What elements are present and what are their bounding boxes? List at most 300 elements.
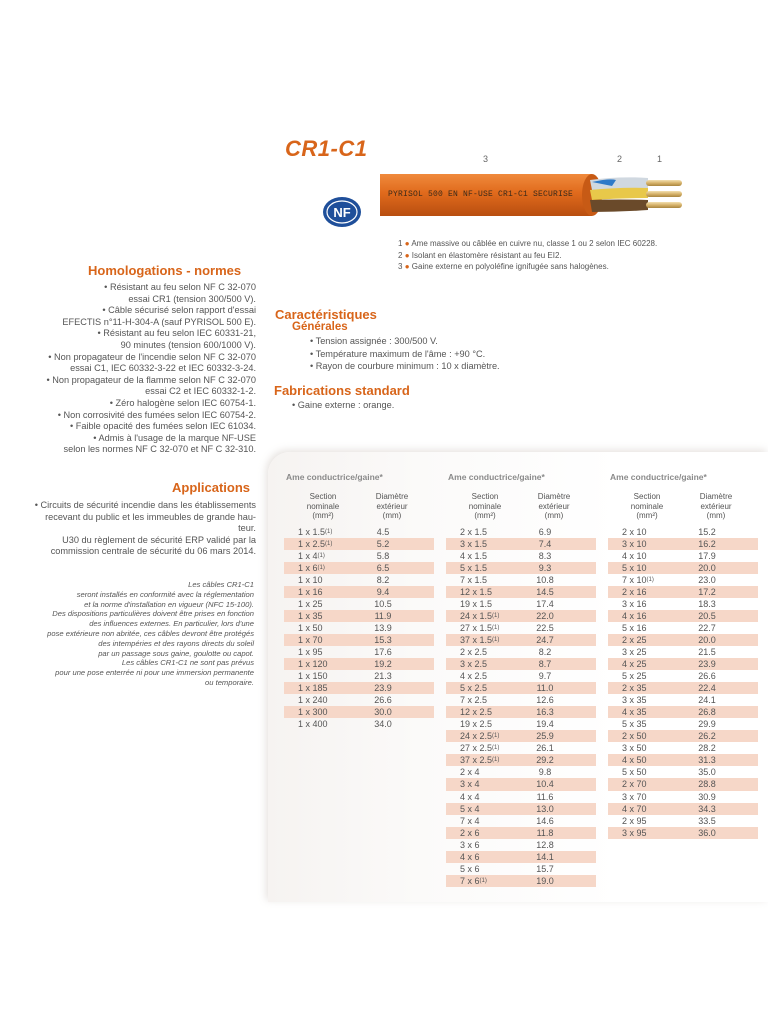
diameter-cell: 21.5: [698, 646, 716, 657]
section-value: 5 x 35: [622, 719, 647, 730]
section-cell: [284, 622, 348, 634]
section-cell: [608, 586, 672, 598]
diameter-cell: 20.0: [698, 634, 716, 645]
product-title: CR1-C1: [285, 136, 368, 161]
section-cell: [608, 610, 672, 622]
note-line: ou temporaire.: [205, 677, 254, 687]
table-row: [284, 694, 434, 706]
section-value: 7 x 10: [622, 574, 647, 585]
diameter-cell: 29.9: [698, 719, 716, 730]
footnote-marker: (1): [317, 564, 325, 571]
diameter-cell: 36.0: [698, 827, 716, 838]
section-value: 4 x 6: [460, 851, 480, 862]
footnote-marker: (1): [492, 745, 500, 752]
homologations-heading: Homologations - normes: [88, 263, 242, 278]
section-cell: [284, 526, 348, 538]
section-cell: [608, 526, 672, 538]
homologation-line: • Faible opacité des fumées selon IEC 61034.: [69, 421, 256, 432]
section-value: 3 x 4: [460, 779, 480, 790]
table-column-headers: [446, 492, 596, 521]
table-row: [608, 670, 758, 682]
diameter-cell: 17.2: [698, 586, 716, 597]
homologation-line: • Résistant au feu selon NF C 32-070: [104, 282, 256, 292]
header-line: Section: [309, 492, 337, 501]
table-row: [608, 634, 758, 646]
nf-logo-text: NF: [333, 205, 351, 220]
diameter-cell: 19.0: [536, 875, 554, 886]
section-value: 2 x 25: [622, 634, 647, 645]
homologation-line: • Admis à l'usage de la marque NF-USE: [93, 432, 256, 443]
section-value: 3 x 35: [622, 695, 647, 706]
diameter-cell: 8.3: [538, 550, 552, 561]
table-row: [446, 610, 596, 622]
section-value: 7 x 6: [460, 875, 480, 886]
section-value: 1 x 95: [298, 646, 323, 657]
section-cell: [446, 815, 510, 827]
table-row: [446, 658, 596, 670]
table-row: [446, 839, 596, 851]
table-row: [608, 682, 758, 694]
section-value: 1 x 4: [298, 550, 318, 561]
footnote-marker: (1): [479, 877, 487, 884]
table-row: [446, 550, 596, 562]
section-value: 2 x 35: [622, 683, 647, 694]
section-cell: [284, 682, 348, 694]
section-value: 37 x 1.5: [460, 634, 493, 645]
diameter-cell: 30.9: [698, 791, 716, 802]
section-cell: [446, 658, 510, 670]
homologation-line: essai CR1 (tension 300/500 V).: [128, 293, 256, 304]
section-value: 7 x 4: [460, 815, 480, 826]
section-value: 27 x 1.5: [460, 622, 493, 633]
footnote-marker: (1): [492, 757, 500, 764]
table-row: [284, 634, 434, 646]
table-row: [608, 622, 758, 634]
installation-note: [14, 580, 254, 688]
diameter-column-header: [362, 492, 422, 521]
section-cell: [446, 863, 510, 875]
section-cell: [608, 574, 672, 586]
table-row: [608, 827, 758, 839]
diameter-cell: 15.2: [698, 526, 716, 537]
section-value: 1 x 16: [298, 586, 323, 597]
section-cell: [608, 550, 672, 562]
diameter-cell: 8.2: [538, 646, 552, 657]
section-column-header: [446, 492, 524, 521]
section-value: 7 x 1.5: [460, 574, 488, 585]
section-value: 4 x 70: [622, 803, 647, 814]
header-line: Diamètre: [537, 492, 571, 501]
section-cell: [284, 634, 348, 646]
section-value: 3 x 2.5: [460, 659, 488, 670]
diameter-cell: 19.4: [536, 719, 554, 730]
diameter-cell: 12.8: [536, 839, 554, 850]
table-row: [608, 791, 758, 803]
table-row: [446, 682, 596, 694]
caracteristiques-subheading: Générales: [292, 321, 348, 333]
header-line: (mm²): [312, 511, 334, 520]
section-value: 24 x 1.5: [460, 610, 493, 621]
fabrications-heading: Fabrications standard: [274, 383, 410, 398]
header-line: nominale: [306, 501, 340, 511]
section-cell: [608, 791, 672, 803]
section-value: 37 x 2.5: [460, 755, 493, 766]
section-cell: [608, 766, 672, 778]
section-cell: [608, 730, 672, 742]
section-cell: [608, 538, 672, 550]
diameter-cell: 11.6: [536, 791, 554, 802]
section-cell: [608, 815, 672, 827]
section-cell: [446, 598, 510, 610]
section-cell: [608, 694, 672, 706]
section-cell: [608, 778, 672, 790]
diameter-cell: 30.0: [374, 707, 392, 718]
section-value: 1 x 150: [298, 671, 328, 682]
diameter-cell: 14.1: [536, 851, 554, 862]
section-value: 24 x 2.5: [460, 731, 493, 742]
diameter-cell: 23.0: [698, 574, 716, 585]
diameter-cell: 26.6: [698, 671, 716, 682]
table-row: [446, 851, 596, 863]
section-value: 4 x 4: [460, 791, 480, 802]
diameter-cell: 18.3: [698, 598, 716, 609]
table-column-headers: [284, 492, 434, 521]
table-row: [446, 598, 596, 610]
section-value: 3 x 50: [622, 743, 647, 754]
header-line: (mm): [706, 511, 726, 520]
note-line: Les câbles CR1-C1: [188, 580, 254, 589]
section-cell: [608, 646, 672, 658]
section-cell: [608, 598, 672, 610]
legend-item: 1 ● Ame massive ou câblée en cuivre nu, classe 1 ou 2 selon IEC 60228.: [398, 239, 658, 248]
section-cell: [284, 550, 348, 562]
section-value: 3 x 1.5: [460, 538, 488, 549]
diameter-cell: 31.3: [698, 755, 716, 766]
homologation-line: 90 minutes (tension 600/1000 V).: [120, 339, 256, 350]
header-line: Diamètre: [375, 492, 409, 501]
diameter-cell: 10.8: [536, 574, 554, 585]
header-line: extérieur: [376, 501, 408, 511]
diameter-cell: 24.1: [698, 695, 716, 706]
section-cell: [446, 718, 510, 730]
diameter-cell: 12.6: [536, 695, 554, 706]
section-value: 1 x 120: [298, 659, 328, 670]
footnote-marker: (1): [492, 636, 500, 643]
section-cell: [446, 646, 510, 658]
diameter-cell: 28.8: [698, 779, 716, 790]
section-cell: [446, 791, 510, 803]
homologation-line: • Non propagateur de la flamme selon NF C 32-070: [46, 374, 256, 385]
application-line: teur.: [238, 523, 256, 534]
section-value: 5 x 10: [622, 562, 647, 573]
section-value: 1 x 10: [298, 574, 323, 585]
diameter-cell: 23.9: [374, 683, 392, 694]
footnote-marker: (1): [492, 612, 500, 619]
section-value: 2 x 1.5: [460, 526, 488, 537]
table-row: [446, 562, 596, 574]
diameter-cell: 26.2: [698, 731, 716, 742]
header-line: Diamètre: [699, 492, 733, 501]
section-value: 2 x 50: [622, 731, 647, 742]
section-cell: [284, 586, 348, 598]
nf-logo-icon: [322, 196, 362, 228]
header-line: (mm): [382, 511, 402, 520]
section-value: 2 x 4: [460, 767, 480, 778]
diameter-cell: 28.2: [698, 743, 716, 754]
section-value: 2 x 70: [622, 779, 647, 790]
table-row: [284, 670, 434, 682]
table-row: [608, 538, 758, 550]
section-cell: [446, 754, 510, 766]
application-line: U30 du règlement de sécurité ERP validé par la: [62, 534, 256, 545]
table-row: [608, 754, 758, 766]
table-title: Ame conductrice/gaine*: [286, 472, 383, 482]
applications-text: [14, 500, 256, 558]
diameter-cell: 20.5: [698, 610, 716, 621]
legend-item: 3 ● Gaine externe en polyoléfine ignifugée sans halogènes.: [398, 262, 609, 271]
homologation-line: essai C2 et IEC 60332-1-2.: [145, 386, 256, 397]
section-value: 1 x 185: [298, 683, 328, 694]
legend-item: 2 ● Isolant en élastomère résistant au feu EI2.: [398, 250, 562, 260]
homologation-line: EFECTIS n°11-H-304-A (sauf PYRISOL 500 E).: [62, 316, 256, 327]
table-row: [446, 526, 596, 538]
section-cell: [608, 803, 672, 815]
section-value: 4 x 35: [622, 707, 647, 718]
section-value: 4 x 16: [622, 610, 647, 621]
table-row: [284, 718, 434, 730]
footnote-marker: (1): [317, 552, 325, 559]
section-value: 2 x 10: [622, 526, 647, 537]
note-line: pose extérieure non abritée, ces câbles devront être protégés: [47, 628, 254, 638]
diameter-cell: 10.5: [374, 598, 392, 609]
table-row: [284, 646, 434, 658]
note-line: Des dispositions particulières doivent être prises en fonction: [52, 609, 254, 619]
table-row: [446, 730, 596, 742]
footnote-marker: (1): [492, 733, 500, 740]
section-value: 2 x 16: [622, 586, 647, 597]
diameter-cell: 16.2: [698, 538, 716, 549]
table-row: [608, 815, 758, 827]
table-row: [446, 634, 596, 646]
section-column-header: [608, 492, 686, 521]
application-line: • Circuits de sécurité incendie dans les établissements: [34, 500, 256, 510]
diameter-cell: 29.2: [536, 755, 554, 766]
caracteristique-item: • Rayon de courbure minimum : 10 x diamètre.: [310, 361, 500, 371]
table-row: [446, 766, 596, 778]
table-row: [446, 875, 596, 887]
table-row: [446, 803, 596, 815]
component-legend: [398, 238, 657, 273]
diameter-cell: 9.4: [376, 586, 390, 597]
fabrications-list: [292, 399, 394, 411]
section-cell: [284, 598, 348, 610]
section-value: 1 x 25: [298, 598, 323, 609]
section-cell: [446, 670, 510, 682]
diameter-cell: 22.0: [536, 610, 554, 621]
diameter-cell: 17.6: [374, 646, 392, 657]
diameter-cell: 5.2: [376, 538, 390, 549]
table-row: [608, 766, 758, 778]
table-row: [446, 646, 596, 658]
section-cell: [446, 827, 510, 839]
table-row: [446, 827, 596, 839]
section-value: 12 x 1.5: [460, 586, 493, 597]
section-cell: [446, 586, 510, 598]
table-row: [446, 718, 596, 730]
cable-illustration: [380, 168, 690, 240]
diameter-cell: 22.5: [536, 622, 554, 633]
section-cell: [608, 634, 672, 646]
section-cell: [284, 538, 348, 550]
diameter-cell: 14.6: [536, 815, 554, 826]
table-row: [608, 730, 758, 742]
section-value: 12 x 2.5: [460, 707, 493, 718]
section-cell: [446, 766, 510, 778]
homologation-line: • Câble sécurisé selon rapport d'essai: [102, 305, 256, 316]
applications-heading: Applications: [172, 480, 251, 495]
table-row: [608, 778, 758, 790]
table-row: [608, 550, 758, 562]
section-cell: [284, 706, 348, 718]
diameter-cell: 26.6: [374, 695, 392, 706]
section-column-header: [284, 492, 362, 521]
section-value: 1 x 50: [298, 622, 323, 633]
table-row: [608, 694, 758, 706]
section-value: 5 x 6: [460, 863, 480, 874]
table-row: [446, 670, 596, 682]
table-row: [446, 754, 596, 766]
section-cell: [284, 562, 348, 574]
section-value: 1 x 6: [298, 562, 318, 573]
table-row: [608, 742, 758, 754]
diameter-cell: 22.4: [698, 683, 716, 694]
table-column-headers: [608, 492, 758, 521]
diameter-cell: 20.0: [698, 562, 716, 573]
table-row: [284, 526, 434, 538]
homologation-line: essai C1, IEC 60332-3-22 et IEC 60332-3-24.: [70, 363, 256, 374]
section-value: 1 x 2.5: [298, 538, 326, 549]
caracteristiques-list: [310, 335, 500, 373]
diameter-cell: 25.9: [536, 731, 554, 742]
section-cell: [446, 839, 510, 851]
callout-2: 2: [617, 154, 623, 164]
note-line: Les câbles CR1-C1 ne sont pas prévus: [121, 658, 254, 668]
header-line: extérieur: [538, 501, 570, 511]
diameter-cell: 11.8: [536, 827, 554, 838]
section-value: 1 x 1.5: [298, 526, 326, 537]
section-value: 19 x 2.5: [460, 719, 493, 730]
table-row: [446, 538, 596, 550]
diameter-cell: 7.4: [538, 538, 552, 549]
table-row: [608, 562, 758, 574]
table-row: [608, 610, 758, 622]
header-line: extérieur: [700, 501, 732, 511]
section-cell: [284, 574, 348, 586]
diameter-cell: 9.8: [538, 767, 552, 778]
header-line: (mm): [544, 511, 564, 520]
table-row: [284, 574, 434, 586]
section-value: 7 x 2.5: [460, 695, 488, 706]
header-line: Section: [471, 492, 499, 501]
diameter-cell: 33.5: [698, 815, 716, 826]
section-cell: [608, 827, 672, 839]
section-cell: [608, 742, 672, 754]
table-row: [284, 682, 434, 694]
table-row: [608, 718, 758, 730]
section-cell: [608, 562, 672, 574]
table-row: [284, 586, 434, 598]
section-value: 5 x 50: [622, 767, 647, 778]
section-cell: [284, 646, 348, 658]
homologation-line: • Non corrosivité des fumées selon IEC 60754-2.: [57, 409, 256, 420]
table-row: [446, 622, 596, 634]
note-line: des influences externes. En particulier, lors d'une: [89, 619, 254, 629]
diameter-cell: 24.7: [536, 634, 554, 645]
section-cell: [608, 622, 672, 634]
section-cell: [284, 670, 348, 682]
table-row: [446, 791, 596, 803]
header-line: nominale: [468, 501, 502, 511]
section-value: 5 x 16: [622, 622, 647, 633]
dimensions-table: [284, 472, 434, 730]
section-value: 4 x 2.5: [460, 671, 488, 682]
table-row: [608, 658, 758, 670]
dimensions-table: [608, 472, 758, 839]
section-cell: [446, 538, 510, 550]
section-value: 3 x 25: [622, 646, 647, 657]
dimensions-table: [446, 472, 596, 887]
table-row: [446, 574, 596, 586]
section-cell: [446, 526, 510, 538]
table-row: [608, 803, 758, 815]
section-cell: [446, 574, 510, 586]
footnote-marker: (1): [325, 528, 333, 535]
note-line: par un passage sous gaine, goulotte ou capot.: [98, 648, 254, 658]
table-row: [608, 586, 758, 598]
diameter-cell: 15.3: [374, 634, 392, 645]
section-cell: [608, 718, 672, 730]
section-cell: [284, 694, 348, 706]
diameter-cell: 10.4: [536, 779, 554, 790]
section-value: 1 x 240: [298, 695, 328, 706]
section-cell: [446, 803, 510, 815]
section-cell: [446, 851, 510, 863]
table-row: [284, 622, 434, 634]
note-line: des intempéries et des rayons directs du soleil: [98, 638, 254, 648]
note-line: et la norme d'installation en vigueur (NFC 15-100).: [84, 599, 254, 609]
table-row: [608, 646, 758, 658]
diameter-cell: 17.9: [698, 550, 716, 561]
diameter-cell: 6.5: [376, 562, 390, 573]
fabrication-item: • Gaine externe : orange.: [292, 400, 395, 410]
table-row: [284, 658, 434, 670]
section-cell: [446, 622, 510, 634]
diameter-cell: 22.7: [698, 622, 716, 633]
diameter-cell: 8.7: [538, 659, 552, 670]
section-cell: [446, 562, 510, 574]
diameter-cell: 19.2: [374, 659, 392, 670]
section-cell: [608, 706, 672, 718]
footnote-marker: (1): [325, 540, 333, 547]
section-value: 4 x 50: [622, 755, 647, 766]
header-line: (mm²): [636, 511, 658, 520]
section-value: 2 x 2.5: [460, 646, 488, 657]
section-cell: [446, 682, 510, 694]
section-value: 5 x 25: [622, 671, 647, 682]
section-cell: [446, 778, 510, 790]
header-line: (mm²): [474, 511, 496, 520]
diameter-cell: 26.8: [698, 707, 716, 718]
